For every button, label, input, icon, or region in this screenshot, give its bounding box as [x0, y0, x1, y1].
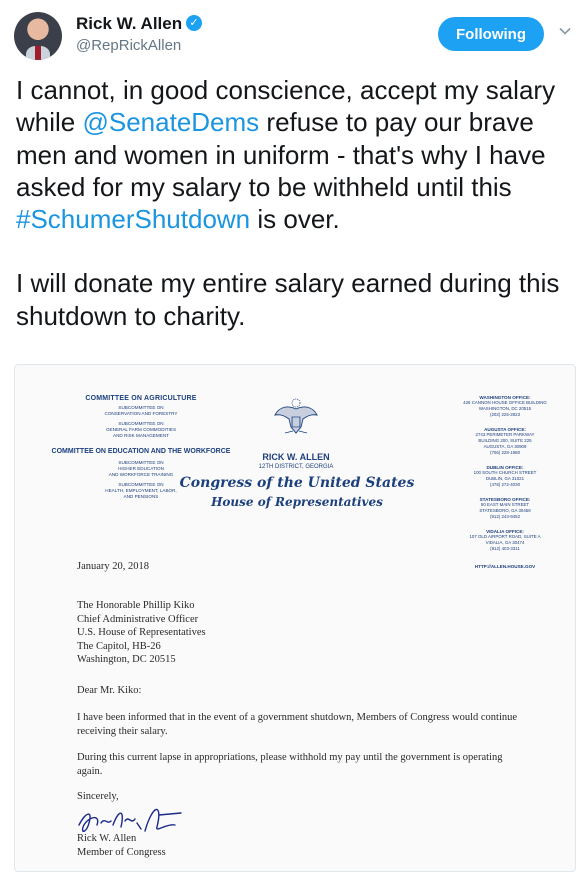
office-address: [445, 534, 565, 552]
office-address-line: 107 OLD AIRPORT ROAD, SUITE A: [469, 534, 541, 539]
subcommittee-list: [41, 405, 241, 439]
office-address-line: BUILDING 200, SUITE 225: [478, 438, 532, 443]
letter-salutation: Dear Mr. Kiko:: [77, 685, 142, 696]
letter-signer: Rick W. Allen: [77, 833, 137, 844]
addressee-line: The Honorable Phillip Kiko: [77, 600, 195, 611]
office-address-line: (706) 228-1980: [489, 450, 521, 455]
office-address-line: STATESBORO, GA 30458: [479, 508, 531, 513]
office-address-line: (912) 243-9452: [489, 514, 521, 519]
tweet-text: [16, 74, 572, 332]
author-name[interactable]: Rick W. Allen: [76, 14, 183, 33]
tweet-text-segment: is over.: [250, 204, 340, 235]
addressee-line: The Capitol, HB-26: [77, 640, 161, 652]
chevron-down-icon[interactable]: [558, 24, 574, 40]
office-address-line: VIDALIA, GA 30474: [485, 540, 525, 545]
office-label: VIDALIA OFFICE:: [486, 529, 524, 534]
office-address-line: 426 CANNON HOUSE OFFICE BUILDING: [463, 400, 547, 405]
office-address-line: 50 EAST MAIN STREET: [480, 502, 530, 507]
letterhead-congress: Congress of the United States: [179, 475, 415, 491]
office-address-line: DUBLIN, GA 31021: [485, 476, 525, 481]
office-label: WASHINGTON OFFICE:: [479, 395, 531, 400]
office-address: [445, 432, 565, 456]
letterhead-offices: [445, 395, 565, 569]
tweet-paragraph-1: [16, 74, 572, 235]
subcommittee-line: AND PENSIONS: [123, 493, 159, 499]
avatar-tie: [35, 46, 41, 60]
office-address: [445, 502, 565, 520]
office-address-line: AUGUSTA, GA 30909: [483, 444, 527, 449]
author-handle[interactable]: @RepRickAllen: [76, 37, 182, 54]
office-address-line: 2743 PERIMETER PARKWAY: [475, 432, 535, 437]
letterhead-member-name: RICK W. ALLEN: [262, 452, 330, 462]
office-address-line: WASHINGTON, DC 20515: [478, 406, 532, 411]
subcommittee-line: SUBCOMMITTEE ON: [118, 481, 164, 487]
office-address-line: (478) 272-4030: [489, 482, 521, 487]
subcommittee-line: SUBCOMMITTEE ON: [118, 421, 164, 426]
office-address-line: 100 SOUTH CHURCH STREET: [473, 470, 537, 475]
office-label: AUGUSTA OFFICE:: [484, 427, 526, 432]
tweet-paragraph-2: I will donate my entire salary earned during this shutdown to charity.: [16, 268, 560, 331]
subcommittee-line: AND RISK MANAGEMENT: [113, 433, 169, 438]
committee-name: COMMITTEE ON AGRICULTURE: [85, 395, 197, 402]
office-website: HTTP://ALLEN.HOUSE.GOV: [474, 564, 536, 569]
letterhead-district: 12TH DISTRICT, GEORGIA: [258, 464, 334, 470]
tweet-text-segment: refuse to pay our brave men and women in uniform - that's why I have asked for my salary to be withheld until this: [16, 107, 546, 202]
subcommittee-line: HEALTH, EMPLOYMENT, LABOR,: [105, 487, 177, 493]
letterhead-house: House of Representatives: [211, 495, 383, 509]
office-address: [445, 400, 565, 418]
eagle-seal-icon: [273, 397, 319, 439]
committee-name: COMMITTEE ON EDUCATION AND THE WORKFORCE: [51, 448, 231, 455]
hashtag-link-schumershutdown[interactable]: #SchumerShutdown: [16, 204, 251, 235]
following-button[interactable]: Following: [438, 17, 544, 51]
tweet-header: [14, 12, 574, 62]
subcommittee-line: GENERAL FARM COMMODITIES: [105, 427, 177, 432]
letter-date: January 20, 2018: [77, 561, 150, 572]
letter-paragraph-2: During this current lapse in appropriations, please withhold my pay until the government is operating again.: [77, 752, 503, 777]
office-label: STATESBORO OFFICE:: [479, 497, 531, 502]
office-address-line: (912) 403-3311: [490, 546, 520, 551]
avatar[interactable]: [14, 12, 62, 60]
subcommittee-line: SUBCOMMITTEE ON: [118, 459, 164, 465]
letter-closing: Sincerely,: [77, 791, 119, 802]
tweet-text-segment: I cannot, in good conscience, accept my salary while: [16, 75, 556, 138]
office-label: DUBLIN OFFICE:: [486, 465, 524, 470]
addressee-line: Chief Administrative Officer: [77, 613, 199, 625]
letter-image[interactable]: [14, 364, 576, 872]
addressee-line: Washington, DC 20515: [77, 654, 176, 666]
mention-link-senatedems[interactable]: @SenateDems: [82, 107, 260, 138]
letter-paragraph-1: I have been informed that in the event of a government shutdown, Members of Congress would continue receiving their salary.: [77, 712, 518, 737]
subcommittee-line: HIGHER EDUCATION: [118, 465, 164, 471]
office-address: [445, 470, 565, 488]
office-address-line: (202) 225-2823: [489, 412, 521, 417]
subcommittee-line: SUBCOMMITTEE ON: [118, 405, 164, 410]
verified-badge-icon: ✓: [186, 15, 202, 31]
subcommittee-line: AND WORKFORCE TRAINING: [108, 471, 174, 477]
subcommittee-line: CONSERVATION AND FORESTRY: [104, 411, 178, 416]
addressee-line: U.S. House of Representatives: [77, 627, 206, 639]
letter-addressee: [77, 599, 206, 667]
letter-signer-title: Member of Congress: [77, 847, 166, 858]
